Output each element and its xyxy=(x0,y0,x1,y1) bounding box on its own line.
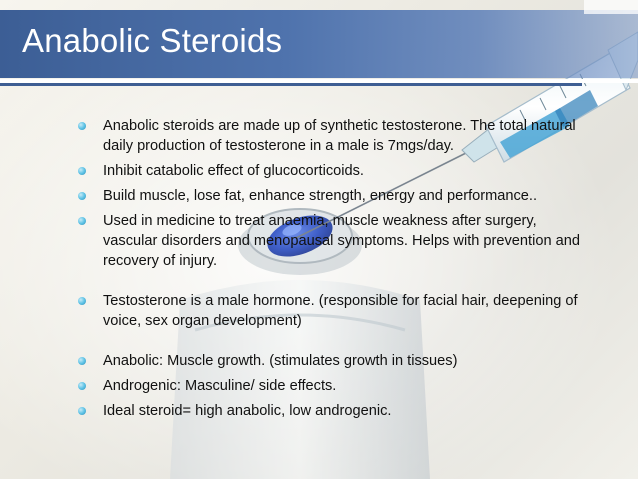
bullet-icon xyxy=(78,357,86,365)
bullet-icon xyxy=(78,217,86,225)
list-item xyxy=(78,401,588,421)
bullet-text: Testosterone is a male hormone. (responsible for facial hair, deepening of voice, sex organ development) xyxy=(103,293,578,329)
bullet-icon xyxy=(78,297,86,305)
bullet-text: Anabolic: Muscle growth. (stimulates growth in tissues) xyxy=(103,353,458,369)
slide-title: Anabolic Steroids xyxy=(22,22,283,59)
title-divider-accent xyxy=(0,83,582,86)
bullet-text: Ideal steroid= high anabolic, low androgenic. xyxy=(103,403,392,419)
bullet-icon xyxy=(78,192,86,200)
list-item xyxy=(78,376,588,396)
list-item xyxy=(78,116,588,156)
list-item xyxy=(78,161,588,181)
bullet-icon xyxy=(78,407,86,415)
bullet-icon xyxy=(78,122,86,130)
list-item xyxy=(78,186,588,206)
title-bar-corner xyxy=(584,0,638,14)
bullet-text: Build muscle, lose fat, enhance strength, energy and performance.. xyxy=(103,188,538,204)
list-item xyxy=(78,211,588,271)
bullet-list xyxy=(78,116,588,426)
bullet-text: Anabolic steroids are made up of synthetic testosterone. The total natural daily production of testosterone in a male is 7mgs/day. xyxy=(103,118,576,154)
bullet-text: Used in medicine to treat anaemia, muscle weakness after surgery, vascular disorders and menopausal symptoms. Helps with prevention and recovery of injury. xyxy=(103,213,580,269)
list-item xyxy=(78,351,588,371)
bullet-icon xyxy=(78,382,86,390)
bullet-text: Androgenic: Masculine/ side effects. xyxy=(103,378,337,394)
bullet-text: Inhibit catabolic effect of glucocorticoids. xyxy=(103,163,364,179)
bullet-icon xyxy=(78,167,86,175)
list-item xyxy=(78,291,588,331)
